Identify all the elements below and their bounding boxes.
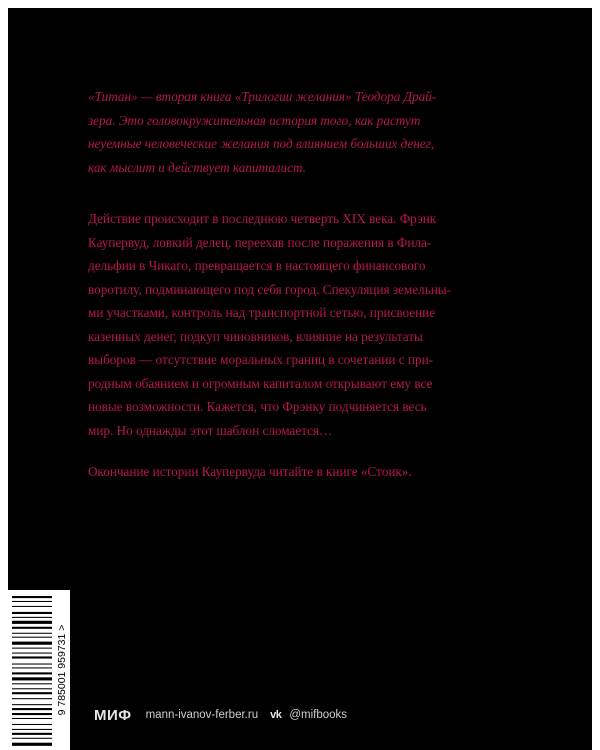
barcode-digits: 9 785001 959731 > [55, 624, 68, 716]
social-handle[interactable]: @mifbooks [289, 709, 348, 721]
barcode-graphic [8, 590, 70, 750]
description-paragraph [88, 207, 518, 442]
description-line: новые возможности. Кажется, что Фрэнку подчиняется весь [88, 399, 427, 414]
intro-line: неуемные человеческие желания под влиянием больших денег, [88, 136, 435, 151]
closing-line: Окончание истории Каупервуда читайте в книге «Стоик». [88, 464, 412, 479]
description-line: мир. Но однажды этот шаблон сломается… [88, 422, 333, 438]
publisher-footer [94, 704, 347, 726]
closing-paragraph [88, 460, 518, 484]
intro-line: зера. Это головокружительная история того, как растут [88, 112, 421, 128]
back-cover [8, 8, 592, 750]
description-line: дельфии в Чикаго, превращается в настоящего финансового [88, 258, 426, 273]
vk-icon[interactable]: vk [270, 709, 282, 721]
website-link[interactable]: mann-ivanov-ferber.ru [145, 709, 259, 721]
intro-paragraph [88, 85, 518, 179]
description-line: родным обаянием и огромным капиталом открывают ему все [88, 375, 433, 391]
description-line: ми участками, контроль над транспортной сетью, присвоение [88, 305, 436, 320]
description-line: Действие происходит в последнюю четверть XIX века. Фрэнк [88, 211, 437, 226]
intro-line: «Титан» — вторая книга «Трилогии желания» Теодора Драй- [88, 89, 437, 104]
description-line: воротилу, подминающего под себя город. Спекуляция земельны- [88, 281, 452, 297]
intro-line: как мыслит и действует капиталист. [88, 159, 306, 175]
publisher-logo: МИФ [94, 706, 132, 724]
description-line: Каупервуд, ловкий делец, переехав после поражения в Фила- [88, 234, 432, 250]
description-line: выборов — отсутствие моральных границ в сочетании с при- [88, 352, 434, 367]
description-line: казенных денег, подкуп чиновников, влияние на результаты [88, 328, 423, 344]
isbn-barcode [8, 590, 70, 750]
